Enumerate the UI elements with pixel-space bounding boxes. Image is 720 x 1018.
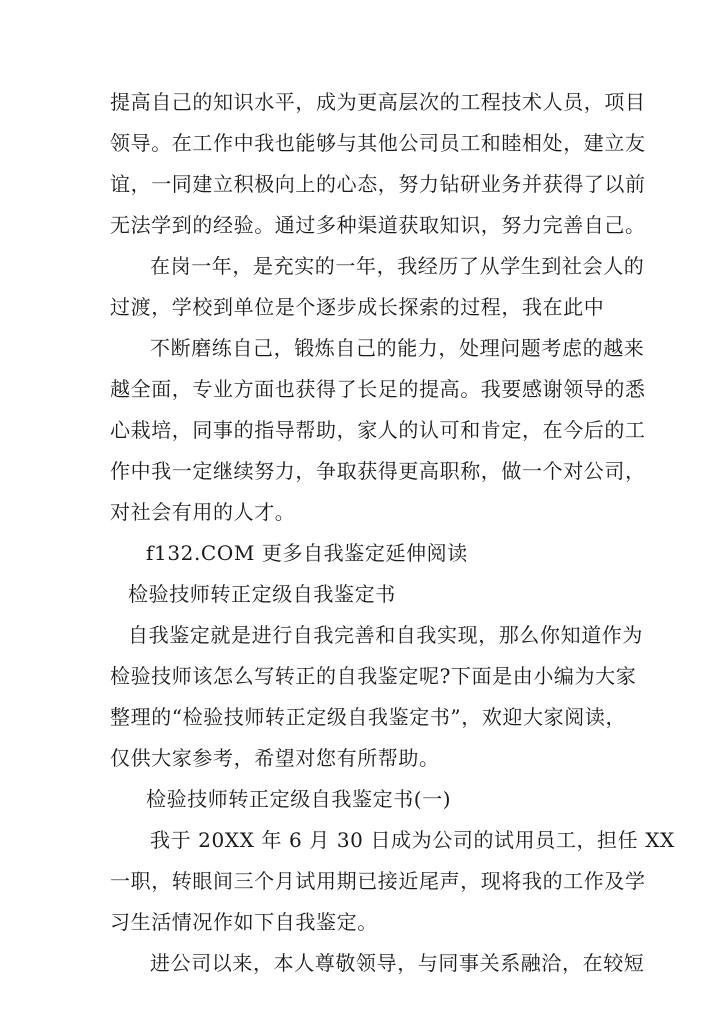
- text-line: 提高自己的知识水平，成为更高层次的工程技术人员，项目: [110, 90, 646, 114]
- text-line: 谊，一同建立积极向上的心态，努力钻研业务并获得了以前: [110, 172, 646, 196]
- text-line: f132.COM 更多自我鉴定延伸阅读: [146, 541, 468, 565]
- text-line: 自我鉴定就是进行自我完善和自我实现，那么你知道作为: [128, 623, 643, 647]
- text-line: 不断磨练自己，锻炼自己的能力，处理问题考虑的越来: [150, 336, 645, 360]
- text-line: 一职，转眼间三个月试用期已接近尾声，现将我的工作及学: [110, 869, 646, 893]
- text-line: 习生活情况作如下自我鉴定。: [110, 910, 378, 934]
- text-line: 领导。在工作中我也能够与其他公司员工和睦相处，建立友: [110, 131, 646, 155]
- text-line: 越全面，专业方面也获得了长足的提高。我要感谢领导的悉: [110, 377, 646, 401]
- text-line: 无法学到的经验。通过多种渠道获取知识，努力完善自己。: [110, 213, 646, 237]
- text-line: 整理的“检验技师转正定级自我鉴定书”，欢迎大家阅读，: [110, 705, 627, 729]
- text-line: 仅供大家参考，希望对您有所帮助。: [110, 746, 440, 770]
- text-line: 过渡，学校到单位是个逐步成长探索的过程，我在此中: [110, 295, 605, 319]
- section-heading: 检验技师转正定级自我鉴定书(一): [146, 787, 452, 811]
- text-line: 作中我一定继续努力，争取获得更高职称，做一个对公司，: [110, 459, 646, 483]
- text-line: 心栽培，同事的指导帮助，家人的认可和肯定，在今后的工: [110, 418, 646, 442]
- text-line: 我于 20XX 年 6 月 30 日成为公司的试用员工，担任 XX: [150, 828, 675, 852]
- section-heading: 检验技师转正定级自我鉴定书: [128, 582, 396, 606]
- text-line: 在岗一年，是充实的一年，我经历了从学生到社会人的: [150, 254, 645, 278]
- text-line: 对社会有用的人才。: [110, 500, 296, 524]
- text-line: 进公司以来，本人尊敬领导，与同事关系融洽，在较短: [150, 951, 645, 975]
- text-line: 检验技师该怎么写转正的自我鉴定呢?下面是由小编为大家: [110, 664, 637, 688]
